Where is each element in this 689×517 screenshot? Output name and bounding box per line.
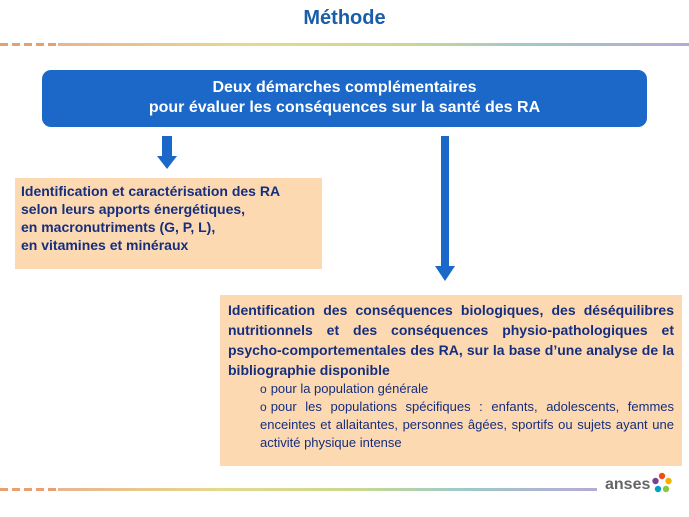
energy-intake-box <box>15 178 322 269</box>
energy-intake-line-1: Identification et caractérisation des RA <box>21 183 281 199</box>
energy-intake-line-2: selon leurs apports énergétiques, <box>21 201 246 217</box>
arrow-down-left-icon <box>157 136 177 170</box>
energy-intake-line-4: en vitamines et minéraux <box>21 237 189 253</box>
population-item-specific <box>260 398 674 452</box>
population-item-specific-text: pour les populations spécifiques : enfants, adolescents, femmes enceintes et allaitantes, personnes âgées, sportifs ou sujets ayant une activité physique intense <box>260 399 674 450</box>
population-item-general-text: pour la population générale <box>270 381 429 396</box>
logo-flower-icon <box>651 472 673 494</box>
bullet-icon: o <box>260 382 267 396</box>
page-title: Méthode <box>303 7 386 29</box>
consequences-box <box>220 295 682 466</box>
top-divider <box>0 43 689 46</box>
bottom-divider <box>0 488 689 491</box>
population-item-general <box>260 380 674 398</box>
bullet-icon: o <box>260 400 267 414</box>
anses-logo <box>605 472 675 494</box>
logo-text: anses <box>605 476 651 493</box>
main-approach-line-2: pour évaluer les conséquences sur la santé des RA <box>148 99 541 116</box>
energy-intake-line-3: en macronutriments (G, P, L), <box>21 219 216 235</box>
consequences-paragraph: Identification des conséquences biologiques, des déséquilibres nutritionnels et des conséquences physio-pathologiques et psycho-comportementales des RA, sur la base d’une analyse de la bibliographie disponible <box>228 302 674 378</box>
main-approach-box <box>42 70 647 127</box>
main-approach-line-1: Deux démarches complémentaires <box>212 79 477 96</box>
arrow-down-right-icon <box>435 136 455 282</box>
